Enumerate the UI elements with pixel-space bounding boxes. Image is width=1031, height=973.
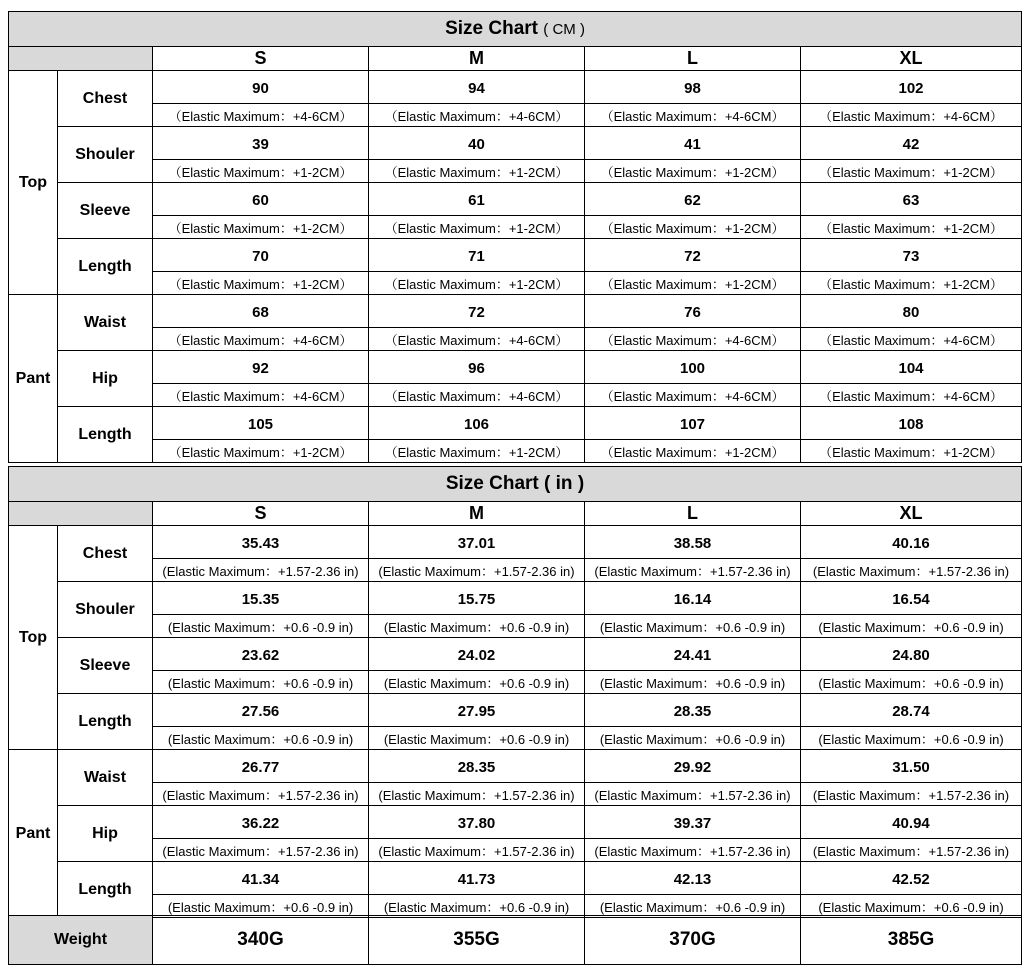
measurement-value: 41 <box>585 127 801 160</box>
measurement-value: 39 <box>153 127 369 160</box>
measurement-value: 98 <box>585 71 801 104</box>
size-header: XL <box>801 47 1022 71</box>
measurement-value: 100 <box>585 351 801 384</box>
measurement-value: 102 <box>801 71 1022 104</box>
size-header: L <box>585 47 801 71</box>
elastic-note: （Elastic Maximum：+4-6CM） <box>153 328 369 351</box>
elastic-note: （Elastic Maximum：+4-6CM） <box>801 328 1022 351</box>
weight-value: 370G <box>585 916 801 965</box>
weight-value: 355G <box>369 916 585 965</box>
measurement-value: 42.52 <box>801 862 1022 895</box>
elastic-note: （Elastic Maximum：+1-2CM） <box>801 160 1022 183</box>
measurement-value: 16.54 <box>801 582 1022 615</box>
measurement-value: 15.35 <box>153 582 369 615</box>
elastic-note: （Elastic Maximum：+4-6CM） <box>585 328 801 351</box>
elastic-note: (Elastic Maximum：+0.6 -0.9 in) <box>585 895 801 918</box>
measurement-label: Waist <box>58 295 153 351</box>
measurement-label: Sleeve <box>58 638 153 694</box>
elastic-note: （Elastic Maximum：+4-6CM） <box>801 384 1022 407</box>
measurement-value: 24.80 <box>801 638 1022 671</box>
measurement-value: 37.80 <box>369 806 585 839</box>
measurement-value: 94 <box>369 71 585 104</box>
measurement-value: 107 <box>585 407 801 440</box>
measurement-value: 73 <box>801 239 1022 272</box>
elastic-note: （Elastic Maximum：+1-2CM） <box>585 272 801 295</box>
elastic-note: （Elastic Maximum：+4-6CM） <box>585 384 801 407</box>
weight-value: 340G <box>153 916 369 965</box>
measurement-value: 39.37 <box>585 806 801 839</box>
elastic-note: (Elastic Maximum：+0.6 -0.9 in) <box>585 615 801 638</box>
group-label: Pant <box>9 295 58 463</box>
chart-unit: ( in ) <box>544 473 585 494</box>
measurement-value: 16.14 <box>585 582 801 615</box>
elastic-note: （Elastic Maximum：+1-2CM） <box>801 216 1022 239</box>
measurement-value: 15.75 <box>369 582 585 615</box>
measurement-value: 90 <box>153 71 369 104</box>
measurement-value: 27.95 <box>369 694 585 727</box>
size-header: M <box>369 47 585 71</box>
elastic-note: （Elastic Maximum：+1-2CM） <box>153 160 369 183</box>
elastic-note: (Elastic Maximum：+1.57-2.36 in) <box>153 559 369 582</box>
measurement-label: Sleeve <box>58 183 153 239</box>
measurement-value: 26.77 <box>153 750 369 783</box>
elastic-note: (Elastic Maximum：+1.57-2.36 in) <box>801 783 1022 806</box>
elastic-note: （Elastic Maximum：+1-2CM） <box>801 440 1022 463</box>
measurement-value: 68 <box>153 295 369 328</box>
measurement-value: 28.35 <box>585 694 801 727</box>
measurement-value: 23.62 <box>153 638 369 671</box>
elastic-note: (Elastic Maximum：+1.57-2.36 in) <box>369 839 585 862</box>
header-blank <box>9 47 153 71</box>
weight-table <box>8 915 1021 965</box>
elastic-note: (Elastic Maximum：+0.6 -0.9 in) <box>153 671 369 694</box>
elastic-note: （Elastic Maximum：+4-6CM） <box>801 104 1022 127</box>
elastic-note: (Elastic Maximum：+1.57-2.36 in) <box>585 783 801 806</box>
elastic-note: （Elastic Maximum：+1-2CM） <box>369 216 585 239</box>
elastic-note: (Elastic Maximum：+0.6 -0.9 in) <box>585 727 801 750</box>
measurement-value: 70 <box>153 239 369 272</box>
measurement-value: 71 <box>369 239 585 272</box>
elastic-note: （Elastic Maximum：+1-2CM） <box>801 272 1022 295</box>
measurement-value: 106 <box>369 407 585 440</box>
measurement-value: 28.74 <box>801 694 1022 727</box>
elastic-note: (Elastic Maximum：+1.57-2.36 in) <box>585 839 801 862</box>
elastic-note: (Elastic Maximum：+0.6 -0.9 in) <box>801 895 1022 918</box>
measurement-value: 40.94 <box>801 806 1022 839</box>
header-blank <box>9 502 153 526</box>
size-chart-cm <box>8 11 1021 463</box>
measurement-label: Length <box>58 694 153 750</box>
elastic-note: (Elastic Maximum：+0.6 -0.9 in) <box>585 671 801 694</box>
measurement-label: Waist <box>58 750 153 806</box>
measurement-value: 24.41 <box>585 638 801 671</box>
measurement-value: 40.16 <box>801 526 1022 559</box>
elastic-note: (Elastic Maximum：+0.6 -0.9 in) <box>369 615 585 638</box>
measurement-value: 60 <box>153 183 369 216</box>
elastic-note: （Elastic Maximum：+4-6CM） <box>153 384 369 407</box>
measurement-label: Shouler <box>58 127 153 183</box>
elastic-note: （Elastic Maximum：+4-6CM） <box>369 328 585 351</box>
elastic-note: (Elastic Maximum：+0.6 -0.9 in) <box>801 727 1022 750</box>
elastic-note: （Elastic Maximum：+1-2CM） <box>369 272 585 295</box>
group-label: Top <box>9 71 58 295</box>
measurement-label: Length <box>58 862 153 918</box>
measurement-label: Length <box>58 239 153 295</box>
elastic-note: （Elastic Maximum：+4-6CM） <box>585 104 801 127</box>
elastic-note: (Elastic Maximum：+1.57-2.36 in) <box>585 559 801 582</box>
measurement-value: 76 <box>585 295 801 328</box>
measurement-label: Chest <box>58 71 153 127</box>
measurement-value: 41.34 <box>153 862 369 895</box>
weight-label: Weight <box>9 916 153 965</box>
elastic-note: (Elastic Maximum：+0.6 -0.9 in) <box>369 727 585 750</box>
weight-value: 385G <box>801 916 1022 965</box>
measurement-value: 24.02 <box>369 638 585 671</box>
size-header: M <box>369 502 585 526</box>
elastic-note: （Elastic Maximum：+4-6CM） <box>153 104 369 127</box>
elastic-note: （Elastic Maximum：+1-2CM） <box>585 216 801 239</box>
measurement-value: 63 <box>801 183 1022 216</box>
measurement-value: 108 <box>801 407 1022 440</box>
elastic-note: （Elastic Maximum：+1-2CM） <box>585 440 801 463</box>
elastic-note: (Elastic Maximum：+0.6 -0.9 in) <box>153 727 369 750</box>
measurement-value: 41.73 <box>369 862 585 895</box>
measurement-value: 27.56 <box>153 694 369 727</box>
elastic-note: （Elastic Maximum：+4-6CM） <box>369 104 585 127</box>
chart-title <box>9 467 1022 502</box>
group-label: Top <box>9 526 58 750</box>
measurement-value: 38.58 <box>585 526 801 559</box>
measurement-label: Hip <box>58 351 153 407</box>
measurement-label: Hip <box>58 806 153 862</box>
measurement-value: 36.22 <box>153 806 369 839</box>
elastic-note: (Elastic Maximum：+1.57-2.36 in) <box>801 839 1022 862</box>
elastic-note: (Elastic Maximum：+0.6 -0.9 in) <box>801 671 1022 694</box>
size-chart-in <box>8 466 1021 918</box>
measurement-value: 28.35 <box>369 750 585 783</box>
size-header: L <box>585 502 801 526</box>
chart-title-text: Size Chart <box>445 18 539 39</box>
measurement-value: 61 <box>369 183 585 216</box>
measurement-value: 37.01 <box>369 526 585 559</box>
measurement-value: 62 <box>585 183 801 216</box>
size-table <box>8 11 1022 463</box>
measurement-value: 96 <box>369 351 585 384</box>
elastic-note: （Elastic Maximum：+1-2CM） <box>153 272 369 295</box>
chart-title-text: Size Chart <box>445 473 539 494</box>
elastic-note: （Elastic Maximum：+1-2CM） <box>153 216 369 239</box>
elastic-note: (Elastic Maximum：+0.6 -0.9 in) <box>801 615 1022 638</box>
elastic-note: (Elastic Maximum：+1.57-2.36 in) <box>369 783 585 806</box>
elastic-note: (Elastic Maximum：+1.57-2.36 in) <box>153 839 369 862</box>
measurement-label: Shouler <box>58 582 153 638</box>
measurement-label: Length <box>58 407 153 463</box>
elastic-note: （Elastic Maximum：+1-2CM） <box>369 440 585 463</box>
group-label: Pant <box>9 750 58 918</box>
elastic-note: (Elastic Maximum：+0.6 -0.9 in) <box>153 895 369 918</box>
elastic-note: (Elastic Maximum：+1.57-2.36 in) <box>801 559 1022 582</box>
measurement-value: 29.92 <box>585 750 801 783</box>
elastic-note: （Elastic Maximum：+1-2CM） <box>369 160 585 183</box>
size-header: S <box>153 47 369 71</box>
elastic-note: （Elastic Maximum：+1-2CM） <box>153 440 369 463</box>
measurement-value: 92 <box>153 351 369 384</box>
chart-title <box>9 12 1022 47</box>
elastic-note: （Elastic Maximum：+4-6CM） <box>369 384 585 407</box>
measurement-value: 40 <box>369 127 585 160</box>
size-header: S <box>153 502 369 526</box>
elastic-note: (Elastic Maximum：+0.6 -0.9 in) <box>369 671 585 694</box>
measurement-label: Chest <box>58 526 153 582</box>
measurement-value: 42.13 <box>585 862 801 895</box>
elastic-note: (Elastic Maximum：+1.57-2.36 in) <box>153 783 369 806</box>
size-table <box>8 466 1022 918</box>
chart-unit: ( CM ) <box>543 21 585 38</box>
measurement-value: 104 <box>801 351 1022 384</box>
measurement-value: 35.43 <box>153 526 369 559</box>
elastic-note: （Elastic Maximum：+1-2CM） <box>585 160 801 183</box>
measurement-value: 72 <box>369 295 585 328</box>
elastic-note: (Elastic Maximum：+0.6 -0.9 in) <box>153 615 369 638</box>
measurement-value: 80 <box>801 295 1022 328</box>
measurement-value: 72 <box>585 239 801 272</box>
measurement-value: 42 <box>801 127 1022 160</box>
elastic-note: (Elastic Maximum：+0.6 -0.9 in) <box>369 895 585 918</box>
measurement-value: 105 <box>153 407 369 440</box>
size-header: XL <box>801 502 1022 526</box>
measurement-value: 31.50 <box>801 750 1022 783</box>
elastic-note: (Elastic Maximum：+1.57-2.36 in) <box>369 559 585 582</box>
